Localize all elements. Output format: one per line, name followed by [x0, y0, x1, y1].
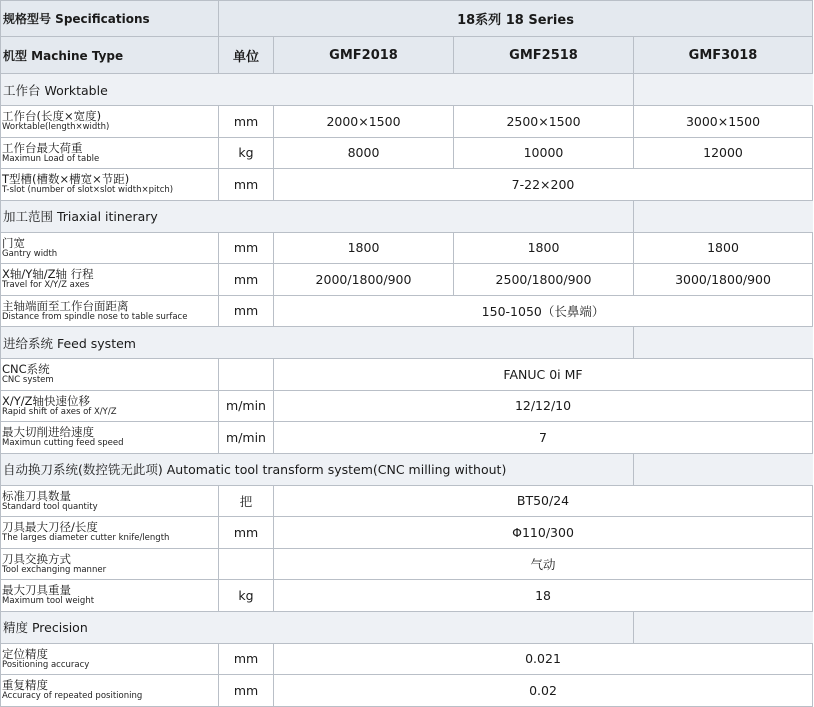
spec-name — [1, 517, 219, 549]
spec-name — [1, 264, 219, 296]
spec-value: 12000 — [634, 137, 813, 169]
spec-row — [1, 580, 813, 612]
section-spacer — [634, 611, 813, 643]
spec-value: 8000 — [274, 137, 454, 169]
spec-name-en: Rapid shift of axes of X/Y/Z — [2, 406, 117, 417]
spec-name-zh: 最大切削进给速度 — [2, 425, 94, 440]
spec-value-merged: 18 — [274, 580, 813, 612]
spec-name-en: Maximun cutting feed speed — [2, 438, 124, 449]
section-spacer — [634, 327, 813, 359]
series-label: 18系列 18 Series — [219, 1, 813, 37]
spec-row — [1, 232, 813, 264]
spec-value: 1800 — [454, 232, 634, 264]
spec-name-en: Standard tool quantity — [2, 501, 98, 512]
spec-name-en: T-slot (number of slot×slot width×pitch) — [2, 185, 174, 196]
spec-value: 2000/1800/900 — [274, 264, 454, 296]
spec-unit: kg — [219, 580, 274, 612]
spec-name — [1, 485, 219, 517]
spec-name — [1, 106, 219, 138]
spec-name-en: Positioning accuracy — [2, 659, 90, 670]
spec-value-merged: 7-22×200 — [274, 169, 813, 201]
header-row-2 — [1, 37, 813, 74]
spec-row — [1, 264, 813, 296]
spec-name-en: Gantry width — [2, 248, 58, 259]
spec-value-merged: BT50/24 — [274, 485, 813, 517]
spec-unit: kg — [219, 137, 274, 169]
spec-name — [1, 422, 219, 454]
spec-row — [1, 643, 813, 675]
spec-row — [1, 485, 813, 517]
spec-name-en: The larges diameter cutter knife/length — [2, 533, 170, 544]
spec-unit: 把 — [219, 485, 274, 517]
spec-name — [1, 232, 219, 264]
section-spacer — [634, 453, 813, 485]
spec-label: 规格型号 Specifications — [1, 1, 219, 37]
spec-unit: mm — [219, 675, 274, 707]
spec-unit: mm — [219, 295, 274, 327]
spec-name-en: Maximun Load of table — [2, 153, 100, 164]
section-header — [1, 74, 813, 106]
spec-name-zh: X/Y/Z轴快速位移 — [2, 393, 91, 408]
spec-name-en: Maximum tool weight — [2, 596, 95, 607]
spec-value: 2500/1800/900 — [454, 264, 634, 296]
spec-value-merged: 0.02 — [274, 675, 813, 707]
spec-unit: mm — [219, 106, 274, 138]
spec-value-merged: 0.021 — [274, 643, 813, 675]
section-header — [1, 611, 813, 643]
spec-row — [1, 517, 813, 549]
spec-row — [1, 548, 813, 580]
spec-name-zh: 重复精度 — [2, 678, 48, 693]
spec-name-zh: 工作台最大荷重 — [2, 140, 83, 155]
spec-unit: m/min — [219, 422, 274, 454]
spec-unit: mm — [219, 517, 274, 549]
section-title: 工作台 Worktable — [1, 74, 634, 106]
section-header — [1, 327, 813, 359]
spec-name-zh: 最大刀具重量 — [2, 583, 71, 598]
spec-value: 3000/1800/900 — [634, 264, 813, 296]
section-title: 自动换刀系统(数控铣无此项) Automatic tool transform system(CNC milling without) — [1, 453, 634, 485]
spec-name — [1, 390, 219, 422]
spec-value: 2000×1500 — [274, 106, 454, 138]
spec-name — [1, 643, 219, 675]
section-title: 加工范围 Triaxial itinerary — [1, 200, 634, 232]
model-name: GMF2518 — [454, 37, 634, 74]
spec-unit: mm — [219, 169, 274, 201]
spec-row — [1, 106, 813, 138]
spec-unit: mm — [219, 232, 274, 264]
spec-name — [1, 359, 219, 391]
spec-row — [1, 422, 813, 454]
section-header — [1, 200, 813, 232]
spec-row — [1, 390, 813, 422]
spec-value-merged: 7 — [274, 422, 813, 454]
spec-name — [1, 580, 219, 612]
spec-name-zh: 工作台(长度×宽度) — [2, 109, 102, 124]
spec-name-zh: X轴/Y轴/Z轴 行程 — [2, 267, 94, 282]
unit-label: 单位 — [219, 37, 274, 74]
spec-row — [1, 675, 813, 707]
spec-name-zh: 门宽 — [2, 235, 25, 250]
spec-unit: mm — [219, 643, 274, 675]
spec-name — [1, 295, 219, 327]
model-name: GMF2018 — [274, 37, 454, 74]
spec-name-en: Accuracy of repeated positioning — [2, 691, 143, 702]
spec-value: 3000×1500 — [634, 106, 813, 138]
spec-value: 10000 — [454, 137, 634, 169]
header-row-1 — [1, 1, 813, 37]
spec-row — [1, 137, 813, 169]
spec-name — [1, 548, 219, 580]
section-spacer — [634, 74, 813, 106]
spec-name-zh: 标准刀具数量 — [2, 488, 71, 503]
spec-name-zh: T型槽(槽数×槽宽×节距) — [2, 172, 130, 187]
spec-name-zh: 刀具最大刀径/长度 — [2, 520, 98, 535]
spec-value-merged: 150-1050（长鼻端） — [274, 295, 813, 327]
section-title: 精度 Precision — [1, 611, 634, 643]
spec-name-en: Distance from spindle nose to table surface — [2, 311, 188, 322]
spec-name — [1, 169, 219, 201]
spec-unit — [219, 359, 274, 391]
spec-name-zh: 定位精度 — [2, 646, 48, 661]
spec-value: 1800 — [634, 232, 813, 264]
model-label: 机型 Machine Type — [1, 37, 219, 74]
spec-value: 1800 — [274, 232, 454, 264]
spec-name — [1, 675, 219, 707]
spec-row — [1, 295, 813, 327]
spec-name-zh: CNC系统 — [2, 362, 50, 377]
spec-row — [1, 359, 813, 391]
spec-value: 2500×1500 — [454, 106, 634, 138]
model-name: GMF3018 — [634, 37, 813, 74]
spec-value-merged: Φ110/300 — [274, 517, 813, 549]
spec-name-en: CNC system — [2, 375, 54, 386]
section-title: 进给系统 Feed system — [1, 327, 634, 359]
spec-name-en: Travel for X/Y/Z axes — [2, 280, 90, 291]
spec-name-en: Worktable(length×width) — [2, 122, 110, 133]
spec-unit: m/min — [219, 390, 274, 422]
spec-value-merged: FANUC 0i MF — [274, 359, 813, 391]
spec-name-zh: 刀具交换方式 — [2, 551, 71, 566]
section-spacer — [634, 200, 813, 232]
section-header — [1, 453, 813, 485]
spec-row — [1, 169, 813, 201]
spec-unit — [219, 548, 274, 580]
spec-value-merged: 气动 — [274, 548, 813, 580]
spec-name-zh: 主轴端面至工作台面距离 — [2, 298, 129, 313]
spec-name-en: Tool exchanging manner — [2, 564, 107, 575]
spec-unit: mm — [219, 264, 274, 296]
spec-value-merged: 12/12/10 — [274, 390, 813, 422]
spec-name — [1, 137, 219, 169]
